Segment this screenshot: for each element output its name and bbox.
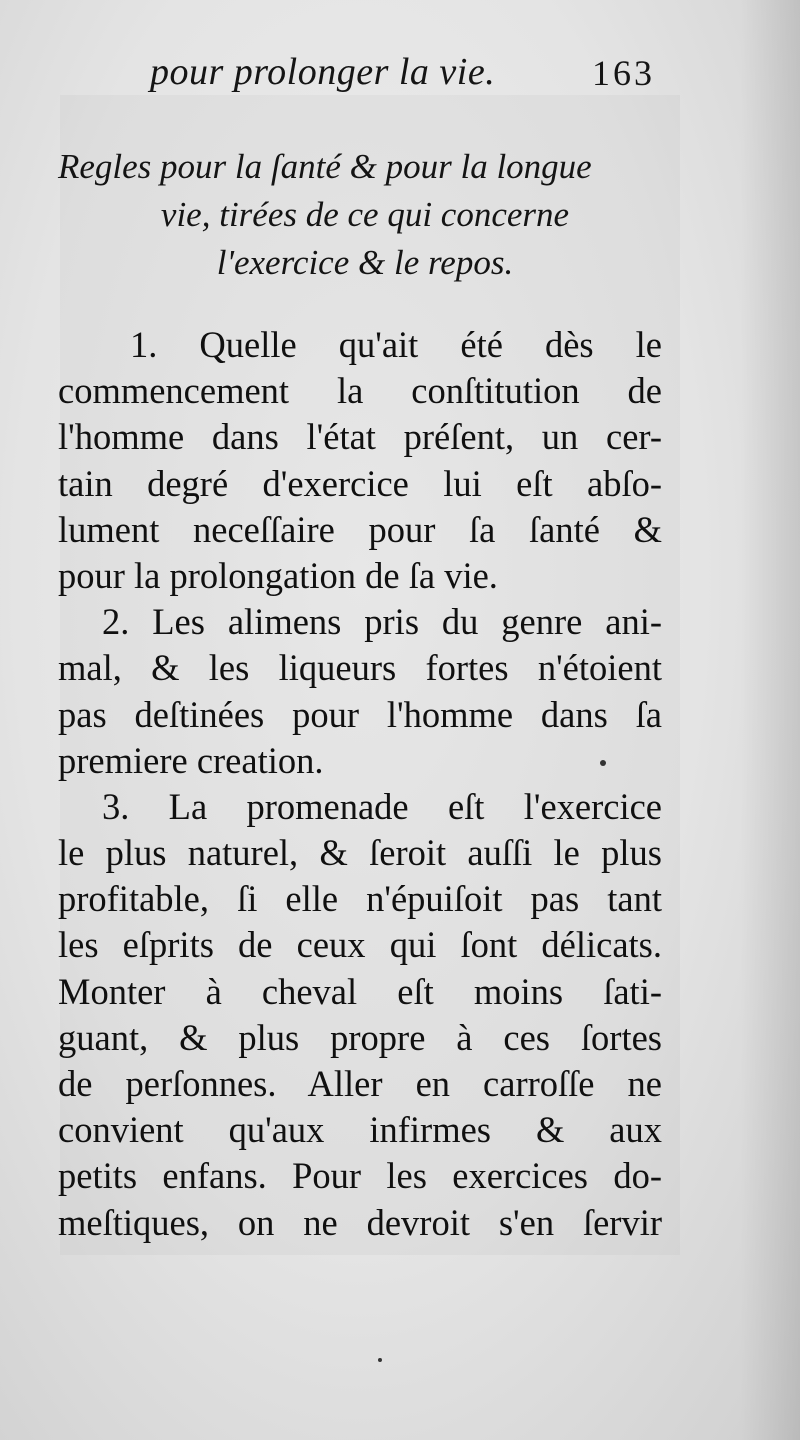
text-line: pas deſtinées pour l'homme dans ſa (58, 693, 662, 735)
text-line: mal, & les liqueurs fortes n'étoient (58, 647, 662, 689)
heading-line: l'exercice & le repos. (216, 243, 514, 282)
text-line: tain degré d'exercice lui eſt abſo- (58, 462, 662, 504)
body-text (58, 322, 662, 1246)
text-line: de perſonnes. Aller en carroſſe ne (58, 1063, 662, 1104)
text-line: les eſprits de ceux qui ſont délicats. (58, 924, 662, 966)
text-line: 1. Quelle qu'ait été dès le (130, 324, 662, 365)
text-line: premiere creation. (58, 739, 324, 781)
text-line: commencement la conſtitution de (58, 370, 662, 412)
page-header (150, 50, 670, 100)
text-line: pour la prolongation de ſa vie. (58, 554, 498, 596)
running-title: pour prolonger la vie. (150, 51, 496, 93)
ink-speck (378, 1358, 382, 1362)
text-line: petits enfans. Pour les exercices do- (58, 1155, 662, 1197)
text-line: meſtiques, on ne devroit s'en ſervir (58, 1201, 662, 1243)
page-number: 163 (592, 53, 655, 93)
heading-line: vie, tirées de ce qui concerne (160, 195, 570, 234)
text-line: Monter à cheval eſt moins ſati- (58, 970, 662, 1012)
heading-line: Regles pour la ſanté & pour la longue (58, 147, 592, 186)
text-line: le plus naturel, & ſeroit auſſi le plus (58, 832, 662, 874)
text-line: l'homme dans l'état préſent, un cer- (58, 416, 662, 458)
page-edge-shadow (740, 0, 800, 1440)
text-line: guant, & plus propre à ces ſortes (58, 1016, 662, 1058)
text-line: convient qu'aux infirmes & aux (58, 1109, 662, 1151)
ink-speck (600, 760, 606, 766)
text-line: 2. Les alimens pris du genre ani- (102, 601, 662, 643)
text-line: profitable, ſi elle n'épuiſoit pas tant (58, 878, 662, 920)
text-line: lument neceſſaire pour ſa ſanté & (58, 508, 662, 550)
text-line: 3. La promenade eſt l'exercice (102, 785, 662, 827)
section-heading (50, 143, 680, 287)
